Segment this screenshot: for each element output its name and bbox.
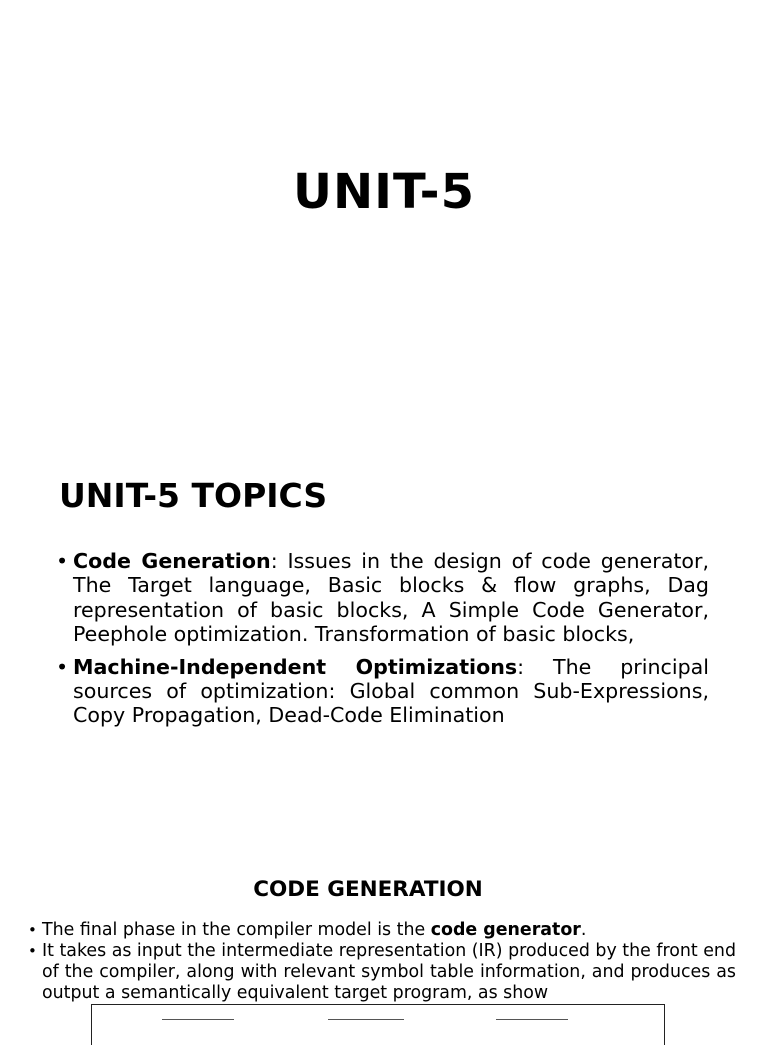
bullet-icon: • bbox=[28, 942, 37, 961]
topic-heading: Code Generation bbox=[73, 549, 271, 573]
list-item bbox=[28, 920, 736, 941]
section-heading: CODE GENERATION bbox=[253, 877, 483, 902]
topic-item-machine-independent-optimizations bbox=[56, 655, 709, 728]
topic-list bbox=[56, 549, 709, 736]
topic-heading: Machine-Independent Optimizations bbox=[73, 654, 518, 679]
bullet-icon: • bbox=[56, 549, 69, 573]
diagram-block bbox=[496, 1019, 568, 1026]
page-title: UNIT-5 bbox=[292, 164, 475, 220]
item-emphasis: code generator bbox=[430, 920, 581, 940]
bullet-icon: • bbox=[28, 921, 37, 939]
diagram-block bbox=[162, 1019, 234, 1026]
bullet-icon: • bbox=[56, 654, 69, 679]
topics-heading: UNIT-5 TOPICS bbox=[59, 476, 328, 515]
item-text-end: . bbox=[580, 920, 587, 940]
code-generation-list bbox=[28, 920, 736, 1004]
topic-description: : The principal sources of optimization: Global common Sub-Expressions, Copy Propagation, Dead-Code Elimination bbox=[73, 654, 709, 728]
item-text: It takes as input the intermediate representation (IR) produced by the front end of the compiler, along with relevant symbol table information, and produces as output a semantically equivalent target program, as show bbox=[42, 941, 736, 1003]
topic-description: : Issues in the design of code generator, The Target language, Basic blocks & flow graphs, Dag representation of basic blocks, A Simple Code Generator, Peephole optimization. Transformation of basic blocks, bbox=[73, 549, 709, 646]
topic-item-code-generation bbox=[56, 549, 709, 646]
item-text: The final phase in the compiler model is the bbox=[42, 920, 431, 940]
compiler-diagram-figure bbox=[91, 1004, 665, 1045]
diagram-block bbox=[328, 1019, 404, 1026]
list-item bbox=[28, 941, 736, 1003]
